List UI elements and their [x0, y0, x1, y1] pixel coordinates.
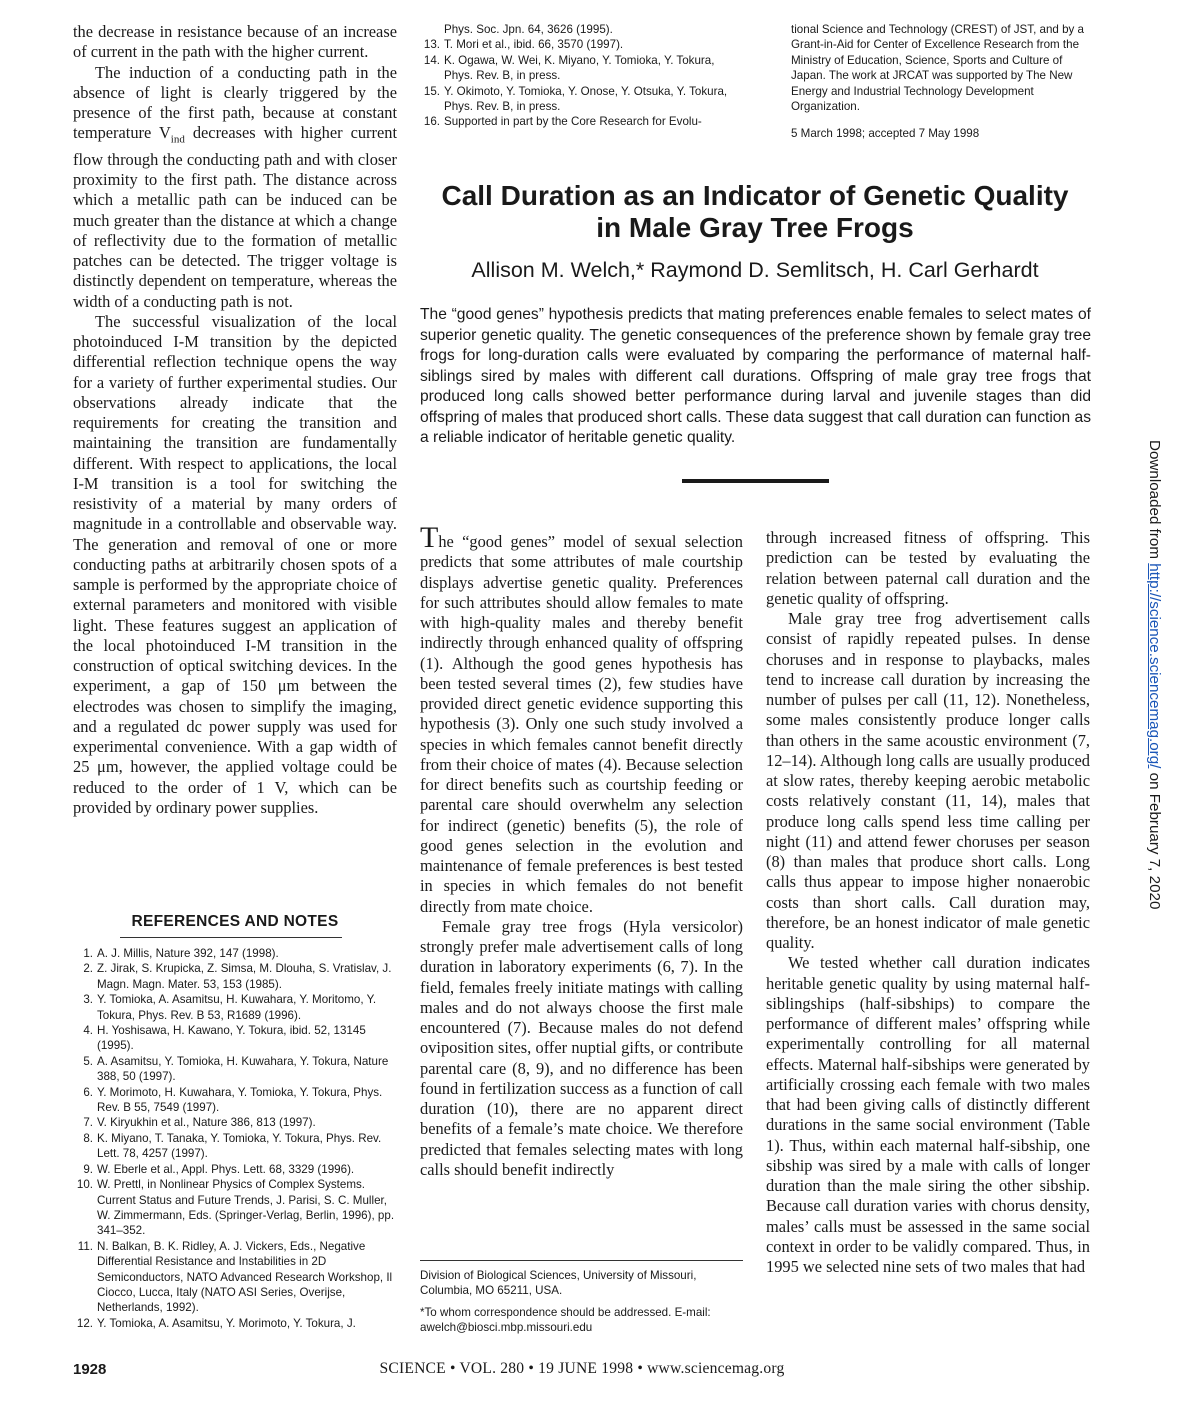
- reference-number: 13.: [423, 38, 440, 52]
- left-paragraph-2-end: decreases with higher current flow through the conducting path and with closer proximity to the first path. The distance across which a metallic path can be induced can be much greater than the distance at which a change of reflectivity due to the formation of metallic patches can be detected. The trigger voltage is distinctly dependent on temperature, whereas the width of a conducting path is not.: [73, 123, 397, 311]
- reference-text: K. Ogawa, W. Wei, K. Miyano, Y. Tomioka, Y. Tokura, Phys. Rev. B, in press.: [444, 53, 715, 83]
- acknowledgment-continuation: tional Science and Technology (CREST) of JST, and by a Grant-in-Aid for Center of Excellence Research from the Ministry of Education, Science, Sports and Culture of Japan. The work at JRCAT was supported by The New Energy and Industrial Technology Development Organization.: [791, 23, 1085, 114]
- reference-number: 1.: [83, 947, 93, 960]
- reference-number: 5.: [83, 1054, 93, 1068]
- left-paragraph-1: the decrease in resistance because of an increase of current in the path with the higher current.: [73, 22, 397, 62]
- mid-paragraph-2: Female gray tree frogs (Hyla versicolor) strongly prefer male advertisement calls of long duration in laboratory experiments (6, 7). In the field, females freely initiate matings with calling males and do not always choose the first male encountered (7). Because males do not defend oviposition sites, offer nuptial gifts, or contribute parental care (8, 9), and no difference has been found in fertilization success as a function of call duration (10), there are no apparent direct benefits of a female’s mate choice. We therefore predicted that females selecting mates with long calls should benefit indirectly: [420, 916, 743, 1179]
- reference-number: 16.: [423, 115, 440, 129]
- article-body-mid: [420, 521, 743, 1180]
- reference-text: Y. Tomioka, A. Asamitsu, Y. Morimoto, Y. Tokura, J.: [97, 1316, 356, 1330]
- reference-text: A. Asamitsu, Y. Tomioka, H. Kuwahara, Y. Tokura, Nature 388, 50 (1997).: [97, 1054, 389, 1084]
- article-abstract: The “good genes” hypothesis predicts that mating preferences enable females to select mates of superior genetic quality. The genetic consequences of the preference shown by female gray tree frogs for long-duration calls were evaluated by comparing the performance of maternal half-siblings sired by males with different call durations. Offspring of male gray tree frogs that produced long calls showed better performance during larval and juvenile stages than did offspring of males that produced short calls. These data suggest that call duration can function as a reliable indicator of heritable genetic quality.: [420, 306, 1091, 446]
- reference-item: [420, 22, 743, 37]
- reference-number: 4.: [83, 1024, 93, 1038]
- previous-article-text: [73, 22, 397, 818]
- reference-number: 6.: [83, 1085, 93, 1099]
- left-paragraph-2: [73, 63, 397, 312]
- reference-item: [420, 84, 743, 115]
- reference-item: [73, 1131, 397, 1162]
- reference-number: 12.: [76, 1316, 93, 1330]
- reference-number: 7.: [83, 1116, 93, 1130]
- left-paragraph-3: The successful visualization of the local photoinduced I-M transition by the depicted differential reflection technique opens the way for a variety of further experimental studies. Our observations already indicate that the requirements for creating the transition and maintaining the transition are fundamentally different. With respect to applications, the local I-M transition is a tool for switching the resistivity of a material by many orders of magnitude in a controllable and observable way. The generation and removal of one or more conducting paths at arbitrarily chosen spots of a sample is performed by the appropriate choice of external parameters and monitored with visible light. These features suggest an application of the local photoinduced I-M transition in the construction of optical switching devices. In the experiment, a gap of 150 μm between the electrodes was chosen to simplify the imaging, and a regulated dc power supply was used for experimental convenience. With a gap width of 25 μm, however, the applied voltage could be reduced to the order of 1 V, which can be provided by ordinary power supplies.: [73, 311, 397, 817]
- correspondence: *To whom correspondence should be addressed. E-mail: awelch@biosci.mbp.missouri.edu: [420, 1305, 711, 1335]
- references-heading: REFERENCES AND NOTES: [131, 913, 339, 930]
- download-note-prefix: Downloaded from: [1146, 440, 1163, 564]
- reference-item: [73, 1316, 397, 1331]
- reference-text: Y. Morimoto, H. Kuwahara, Y. Tomioka, Y. Tokura, Phys. Rev. B 55, 7549 (1997).: [97, 1085, 383, 1115]
- reference-text: W. Prettl, in Nonlinear Physics of Complex Systems. Current Status and Future Trends, J. Parisi, S. C. Muller, W. Zimmermann, Eds. (Springer-Verlag, Berlin, 1996), pp. 341–352.: [97, 1178, 395, 1238]
- reference-text: A. J. Millis, Nature 392, 147 (1998).: [97, 947, 279, 960]
- reference-number: 10.: [76, 1178, 93, 1192]
- right-paragraph-3: We tested whether call duration indicates heritable genetic quality by using maternal half-siblingships (half-sibships) to compare the performance of different males’ offspring while experimentally controlling for all maternal effects. Maternal half-sibships were generated by artificially crossing each female with two males that had been giving calls of distinctly different durations in the same social environment (Table 1). Thus, within each maternal half-sibship, one sibship was sired by a male with calls of longer duration than the male siring the other sibship. Because call duration varies with chorus density, males’ calls must be assessed in the same social context in order to be validly compared. Thus, in 1995 we selected nine sets of two males that had: [766, 953, 1090, 1276]
- reference-text: Supported in part by the Core Research for Evolu-: [444, 115, 702, 129]
- right-paragraph-1: through increased fitness of offspring. This prediction can be tested by evaluating the relation between paternal call duration and the genetic quality of offspring.: [766, 528, 1090, 608]
- drop-cap: T: [420, 521, 439, 554]
- journal-footer: SCIENCE • VOL. 280 • 19 JUNE 1998 • www.sciencemag.org: [379, 1360, 785, 1377]
- reference-item: [73, 992, 397, 1023]
- mid-paragraph-1: [420, 521, 743, 917]
- reference-text: V. Kiryukhin et al., Nature 386, 813 (1997).: [97, 1116, 316, 1130]
- reference-item: [73, 961, 397, 992]
- affiliation-rule: [420, 1260, 743, 1261]
- reference-number: 14.: [423, 53, 440, 67]
- reference-item: [420, 53, 743, 84]
- mid-paragraph-1-text: he “good genes” model of sexual selection predicts that some attributes of male courtship displays advertise genetic quality. Preferences for such attributes should allow females to mate with high-quality males and thereby benefit indirectly through enhanced quality of offspring (1). Although the good genes hypothesis has been tested several times (2), few studies have provided direct genetic evidence supporting this hypothesis (3). Only one such study involved a species in which females cannot benefit directly from their choice of mates (4). Because selection for direct benefits such as courtship feeding or parental care should overwhelm any selection for indirect (genetic) benefits (5), the role of good genes selection in the evolution and maintenance of female preferences is best tested in species in which females do not benefit directly from mate choice.: [420, 532, 743, 916]
- reference-item: [73, 1177, 397, 1239]
- abstract-rule: [682, 479, 829, 483]
- download-note: [1143, 440, 1165, 920]
- reference-text: Phys. Soc. Jpn. 64, 3626 (1995).: [444, 23, 613, 36]
- references-list-mid: [420, 22, 743, 130]
- affiliation-block: [420, 1268, 750, 1342]
- reference-text: K. Miyano, T. Tanaka, Y. Tomioka, Y. Tokura, Phys. Rev. Lett. 78, 4257 (1997).: [97, 1131, 382, 1161]
- reference-item: [73, 1085, 397, 1116]
- reference-text: N. Balkan, B. K. Ridley, A. J. Vickers, Eds., Negative Differential Resistance and Instabilities in 2D Semiconductors, NATO Advanced Research Workshop, Il Ciocco, Lucca, Italy (NATO ASI Series, Overijse, Netherlands, 1992).: [97, 1239, 393, 1315]
- title-line-1: Call Duration as an Indicator of Genetic Quality: [441, 180, 1069, 211]
- right-paragraph-2: Male gray tree frog advertisement calls consist of rapidly repeated pulses. In dense choruses and in response to playbacks, males tend to increase call duration by increasing the number of pulses per call (11, 12). Nonetheless, some males consistently produce longer calls than others in the same acoustic environment (7, 12–14). Although long calls are usually produced at slow rates, thereby keeping aerobic metabolic costs relatively constant (11, 14), males that produce long calls spend less time calling per night (11) and attend fewer choruses per season (8) than males that produce short calls. Long calls thus appear to impose higher nonaerobic costs than short calls. Call duration may, therefore, be an honest indicator of male genetic quality.: [766, 609, 1090, 952]
- affiliation: Division of Biological Sciences, University of Missouri, Columbia, MO 65211, USA.: [420, 1269, 697, 1298]
- reference-number: 2.: [83, 962, 93, 976]
- reference-number: 8.: [83, 1131, 93, 1145]
- reference-item: [420, 37, 743, 52]
- left-paragraph-2-start: The induction of a conducting path in the absence of light is clearly triggered by the presence of the first path, because at constant temperature V: [73, 62, 397, 143]
- reference-item: [73, 1115, 397, 1130]
- reference-text: W. Eberle et al., Appl. Phys. Lett. 68, 3329 (1996).: [97, 1162, 355, 1176]
- reference-item: [73, 1162, 397, 1177]
- reference-item: [73, 946, 397, 961]
- reference-item: [73, 1023, 397, 1054]
- received-accepted-dates: 5 March 1998; accepted 7 May 1998: [791, 127, 980, 140]
- reference-text: Y. Tomioka, A. Asamitsu, H. Kuwahara, Y. Moritomo, Y. Tokura, Phys. Rev. B 53, R1689 (1996).: [97, 993, 377, 1022]
- page-number: 1928: [73, 1361, 107, 1378]
- v-subscript: ind: [170, 133, 185, 146]
- article-authors: Allison M. Welch,* Raymond D. Semlitsch, H. Carl Gerhardt: [471, 258, 1039, 282]
- reference-text: Y. Okimoto, Y. Tomioka, Y. Onose, Y. Otsuka, Y. Tokura, Phys. Rev. B, in press.: [444, 84, 728, 114]
- reference-number: 3.: [83, 993, 93, 1007]
- reference-item: [420, 114, 743, 129]
- title-line-2: in Male Gray Tree Frogs: [596, 212, 914, 243]
- download-link[interactable]: http://science.sciencemag.org/: [1146, 563, 1163, 769]
- references-rule: [120, 937, 342, 938]
- references-list-left: [73, 946, 397, 1331]
- reference-number: 11.: [77, 1239, 93, 1253]
- reference-number: 9.: [83, 1162, 93, 1176]
- download-note-suffix: on February 7, 2020: [1146, 768, 1163, 910]
- article-title: [420, 180, 1090, 244]
- reference-text: T. Mori et al., ibid. 66, 3570 (1997).: [444, 38, 624, 52]
- reference-text: H. Yoshisawa, H. Kawano, Y. Tokura, ibid. 52, 13145 (1995).: [97, 1024, 366, 1053]
- article-body-right: [766, 528, 1090, 1277]
- reference-item: [73, 1054, 397, 1085]
- reference-text: Z. Jirak, S. Krupicka, Z. Simsa, M. Dlouha, S. Vratislav, J. Magn. Magn. Mater. 53, 153 (1985).: [97, 962, 392, 991]
- reference-number: 15.: [423, 84, 440, 98]
- reference-item: [73, 1239, 397, 1316]
